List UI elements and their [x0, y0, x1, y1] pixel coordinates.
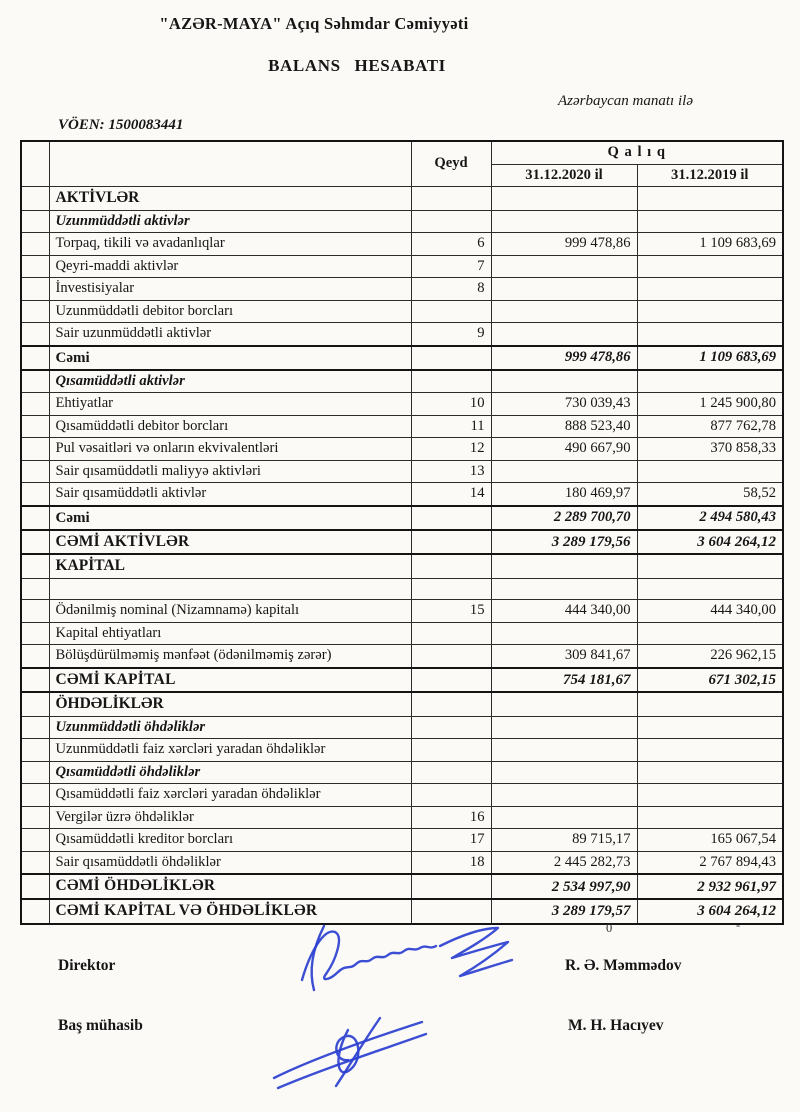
row-gutter: [21, 506, 49, 530]
row-value-2019: 2 494 580,43: [637, 506, 783, 530]
signatures-overlay: [240, 910, 560, 1100]
director-name: R. Ə. Məmmədov: [565, 957, 682, 974]
row-gutter: [21, 415, 49, 438]
row-qeyd: [411, 187, 491, 211]
row-gutter: [21, 692, 49, 716]
row-value-2019: 877 762,78: [637, 415, 783, 438]
row-gutter: [21, 393, 49, 416]
row-qeyd: [411, 370, 491, 393]
row-value-2020: 999 478,86: [491, 233, 637, 256]
row-qeyd: [411, 210, 491, 233]
row-label: AKTİVLƏR: [49, 187, 411, 211]
row-value-2020: 888 523,40: [491, 415, 637, 438]
row-value-2019: 1 245 900,80: [637, 393, 783, 416]
row-value-2019: 58,52: [637, 483, 783, 506]
row-gutter: [21, 622, 49, 645]
table-row: [21, 278, 783, 301]
row-gutter: [21, 716, 49, 739]
balance-table-head: [21, 141, 783, 187]
row-qeyd: 16: [411, 806, 491, 829]
row-value-2020: 2 445 282,73: [491, 851, 637, 874]
row-qeyd: [411, 716, 491, 739]
row-value-2019: 2 932 961,97: [637, 874, 783, 899]
row-gutter: [21, 806, 49, 829]
table-row: [21, 600, 783, 623]
row-value-2019: [637, 370, 783, 393]
header-row-top: [21, 141, 783, 164]
row-gutter: [21, 600, 49, 623]
row-value-2020: 2 289 700,70: [491, 506, 637, 530]
table-row: [21, 233, 783, 256]
row-gutter: [21, 460, 49, 483]
row-label: CƏMİ ÖHDƏLİKLƏR: [49, 874, 411, 899]
table-row: [21, 716, 783, 739]
table-row: [21, 415, 783, 438]
row-value-2019: [637, 716, 783, 739]
table-row: [21, 806, 783, 829]
row-qeyd: 14: [411, 483, 491, 506]
row-value-2020: [491, 739, 637, 762]
row-value-2020: [491, 578, 637, 600]
row-qeyd: [411, 578, 491, 600]
row-value-2020: 3 289 179,56: [491, 530, 637, 555]
row-value-2019: [637, 692, 783, 716]
row-value-2020: 180 469,97: [491, 483, 637, 506]
voen-number: VÖEN: 1500083441: [58, 117, 184, 133]
row-gutter: [21, 278, 49, 301]
row-label: Uzunmüddətli debitor borcları: [49, 300, 411, 323]
row-label: Sair qısamüddətli aktivlər: [49, 483, 411, 506]
row-gutter: [21, 323, 49, 346]
row-gutter: [21, 233, 49, 256]
row-label: Cəmi: [49, 506, 411, 530]
table-row: [21, 210, 783, 233]
row-value-2020: [491, 716, 637, 739]
row-qeyd: [411, 645, 491, 668]
table-row: [21, 187, 783, 211]
row-qeyd: 10: [411, 393, 491, 416]
row-qeyd: 6: [411, 233, 491, 256]
row-value-2019: 3 604 264,12: [637, 530, 783, 555]
row-qeyd: 13: [411, 460, 491, 483]
row-qeyd: [411, 622, 491, 645]
row-value-2019: [637, 323, 783, 346]
footnote-dash: -: [736, 918, 741, 932]
table-row: [21, 668, 783, 693]
row-value-2019: 165 067,54: [637, 829, 783, 852]
row-gutter: [21, 668, 49, 693]
row-value-2019: [637, 300, 783, 323]
row-qeyd: [411, 668, 491, 693]
row-gutter: [21, 255, 49, 278]
row-gutter: [21, 370, 49, 393]
table-row: [21, 370, 783, 393]
row-qeyd: 15: [411, 600, 491, 623]
row-gutter: [21, 784, 49, 807]
row-value-2019: 1 109 683,69: [637, 346, 783, 370]
row-gutter: [21, 899, 49, 924]
row-qeyd: 11: [411, 415, 491, 438]
row-label: CƏMİ AKTİVLƏR: [49, 530, 411, 555]
row-value-2019: [637, 784, 783, 807]
row-qeyd: [411, 899, 491, 924]
row-value-2020: [491, 370, 637, 393]
row-value-2019: 370 858,33: [637, 438, 783, 461]
row-value-2020: 730 039,43: [491, 393, 637, 416]
row-value-2020: 490 667,90: [491, 438, 637, 461]
row-qeyd: [411, 554, 491, 578]
row-value-2020: 754 181,67: [491, 668, 637, 693]
row-qeyd: [411, 506, 491, 530]
row-qeyd: [411, 692, 491, 716]
row-label: Qısamüddətli kreditor borcları: [49, 829, 411, 852]
row-value-2020: [491, 622, 637, 645]
row-value-2020: [491, 761, 637, 784]
row-gutter: [21, 554, 49, 578]
row-value-2020: [491, 210, 637, 233]
table-row: [21, 784, 783, 807]
row-qeyd: 17: [411, 829, 491, 852]
row-qeyd: [411, 761, 491, 784]
table-row: [21, 438, 783, 461]
date-2019-header: 31.12.2019 il: [637, 164, 783, 187]
row-label: Vergilər üzrə öhdəliklər: [49, 806, 411, 829]
row-value-2019: 3 604 264,12: [637, 899, 783, 924]
footnote-zero: 0: [606, 921, 613, 935]
table-row: [21, 483, 783, 506]
label-header: [49, 141, 411, 187]
row-qeyd: 9: [411, 323, 491, 346]
accountant-signature-ink: [274, 1018, 426, 1088]
director-label: Direktor: [58, 957, 116, 974]
row-label: Qısamüddətli faiz xərcləri yaradan öhdəliklər: [49, 784, 411, 807]
row-value-2020: 2 534 997,90: [491, 874, 637, 899]
director-signature-ink: [302, 926, 512, 990]
row-value-2019: 1 109 683,69: [637, 233, 783, 256]
row-gutter: [21, 210, 49, 233]
row-qeyd: 7: [411, 255, 491, 278]
row-value-2020: [491, 692, 637, 716]
row-value-2020: 309 841,67: [491, 645, 637, 668]
document-title: BALANS HESABATI: [268, 56, 446, 75]
row-value-2019: 671 302,15: [637, 668, 783, 693]
qaliq-header: Q a l ı q: [491, 141, 783, 164]
row-value-2019: [637, 210, 783, 233]
row-gutter: [21, 645, 49, 668]
table-row: [21, 255, 783, 278]
row-value-2020: 444 340,00: [491, 600, 637, 623]
row-value-2020: [491, 806, 637, 829]
currency-note: Azərbaycan manatı ilə: [558, 93, 693, 109]
row-gutter: [21, 829, 49, 852]
row-label: ÖHDƏLİKLƏR: [49, 692, 411, 716]
row-value-2019: [637, 622, 783, 645]
row-value-2019: [637, 187, 783, 211]
row-label: Sair uzunmüddətli aktivlər: [49, 323, 411, 346]
row-value-2019: [637, 554, 783, 578]
table-row: [21, 874, 783, 899]
row-label: Uzunmüddətli aktivlər: [49, 210, 411, 233]
row-qeyd: [411, 874, 491, 899]
row-label: Ehtiyatlar: [49, 393, 411, 416]
gutter-header: [21, 141, 49, 187]
row-label: Uzunmüddətli öhdəliklər: [49, 716, 411, 739]
row-value-2019: [637, 739, 783, 762]
row-label: Qeyri-maddi aktivlər: [49, 255, 411, 278]
row-label: KAPİTAL: [49, 554, 411, 578]
row-label: Qısamüddətli öhdəliklər: [49, 761, 411, 784]
row-value-2019: [637, 255, 783, 278]
table-row: [21, 300, 783, 323]
row-qeyd: [411, 784, 491, 807]
row-value-2020: [491, 255, 637, 278]
table-row: [21, 645, 783, 668]
row-qeyd: 18: [411, 851, 491, 874]
row-gutter: [21, 187, 49, 211]
row-gutter: [21, 346, 49, 370]
row-value-2020: 89 715,17: [491, 829, 637, 852]
row-value-2020: [491, 300, 637, 323]
accountant-name: M. H. Hacıyev: [568, 1017, 664, 1034]
row-value-2019: [637, 460, 783, 483]
table-row: [21, 323, 783, 346]
table-row: [21, 578, 783, 600]
row-qeyd: [411, 300, 491, 323]
row-gutter: [21, 300, 49, 323]
row-label: Ödənilmiş nominal (Nizamnamə) kapitalı: [49, 600, 411, 623]
row-qeyd: [411, 739, 491, 762]
balance-table-body: [21, 187, 783, 924]
table-row: [21, 739, 783, 762]
row-gutter: [21, 530, 49, 555]
row-gutter: [21, 874, 49, 899]
qeyd-header: Qeyd: [411, 141, 491, 187]
row-qeyd: [411, 530, 491, 555]
table-row: [21, 622, 783, 645]
balance-table: [20, 140, 784, 925]
row-gutter: [21, 578, 49, 600]
row-label: Bölüşdürülməmiş mənfəət (ödənilməmiş zərər): [49, 645, 411, 668]
row-label: Torpaq, tikili və avadanlıqlar: [49, 233, 411, 256]
row-qeyd: 12: [411, 438, 491, 461]
row-label: Sair qısamüddətli öhdəliklər: [49, 851, 411, 874]
row-gutter: [21, 761, 49, 784]
row-label: Qısamüddətli debitor borcları: [49, 415, 411, 438]
row-value-2019: 2 767 894,43: [637, 851, 783, 874]
row-label: İnvestisiyalar: [49, 278, 411, 301]
table-row: [21, 899, 783, 924]
row-value-2019: 226 962,15: [637, 645, 783, 668]
row-qeyd: 8: [411, 278, 491, 301]
table-row: [21, 506, 783, 530]
row-gutter: [21, 483, 49, 506]
row-gutter: [21, 739, 49, 762]
row-gutter: [21, 438, 49, 461]
table-row: [21, 393, 783, 416]
row-value-2019: 444 340,00: [637, 600, 783, 623]
row-value-2020: 3 289 179,57: [491, 899, 637, 924]
row-value-2020: 999 478,86: [491, 346, 637, 370]
table-row: [21, 460, 783, 483]
row-label: Qısamüddətli aktivlər: [49, 370, 411, 393]
row-label: Kapital ehtiyatları: [49, 622, 411, 645]
row-label: Pul vəsaitləri və onların ekvivalentləri: [49, 438, 411, 461]
row-gutter: [21, 851, 49, 874]
row-label: [49, 578, 411, 600]
row-value-2019: [637, 761, 783, 784]
date-2020-header: 31.12.2020 il: [491, 164, 637, 187]
row-label: Cəmi: [49, 346, 411, 370]
row-value-2019: [637, 806, 783, 829]
row-label: CƏMİ KAPİTAL: [49, 668, 411, 693]
row-qeyd: [411, 346, 491, 370]
row-value-2019: [637, 278, 783, 301]
table-row: [21, 829, 783, 852]
row-value-2019: [637, 578, 783, 600]
table-row: [21, 851, 783, 874]
table-row: [21, 761, 783, 784]
row-label: Uzunmüddətli faiz xərcləri yaradan öhdəliklər: [49, 739, 411, 762]
row-value-2020: [491, 187, 637, 211]
company-title: "AZƏR-MAYA" Açıq Səhmdar Cəmiyyəti: [159, 14, 469, 33]
accountant-label: Baş mühasib: [58, 1017, 143, 1034]
row-value-2020: [491, 554, 637, 578]
row-value-2020: [491, 460, 637, 483]
row-label: Sair qısamüddətli maliyyə aktivləri: [49, 460, 411, 483]
row-value-2020: [491, 784, 637, 807]
table-row: [21, 692, 783, 716]
row-value-2020: [491, 323, 637, 346]
row-label: CƏMİ KAPİTAL VƏ ÖHDƏLİKLƏR: [49, 899, 411, 924]
table-row: [21, 554, 783, 578]
table-row: [21, 530, 783, 555]
table-row: [21, 346, 783, 370]
row-value-2020: [491, 278, 637, 301]
